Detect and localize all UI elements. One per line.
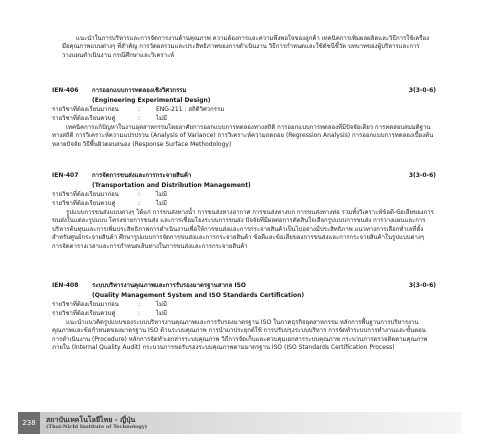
- prerequisite-value: ไม่มี: [156, 301, 167, 308]
- corequisite-row: [52, 114, 436, 123]
- course-title-th: ระบบบริหารงานคุณภาพและการรับรองมาตรฐานสากล ISO: [92, 282, 246, 289]
- colon: :: [138, 115, 141, 122]
- corequisite-label: รายวิชาที่ต้องเรียนควบคู่: [52, 115, 116, 122]
- corequisite-value: ไม่มี: [156, 310, 167, 317]
- course-credits: 3(3-0-6): [408, 87, 436, 94]
- corequisite-value: ไม่มี: [156, 200, 167, 207]
- colon: :: [138, 191, 141, 198]
- course-title-th: การออกแบบการทดลองเชิงวิศวกรรม: [92, 87, 187, 94]
- colon: :: [138, 200, 141, 207]
- course-description: รูปแบบการขนส่งแบบต่างๆ ได้แก่ การขนส่งทางน้ำ การขนส่งทางอากาศ การขนส่งทางบก การขนส่งทางท่อ รวมทั้งวิเคราะห์ข้อดี-ข้อเสียของการขนส่งในแต่ละรูปแบบ โครงข่ายการขนส่ง และการเชื่อมโยงระบบการขนส่ง ปัจจัยที่มีผลต่อการตัดสินใจเลือกรูปแบบการขนส่ง การวางแผนและการบริหารต้นทุนและการเพิ่มประสิทธิภาพการดำเนินงานเพื่อให้การขนส่งและการกระจายสินค้าเป็นไปอย่างมีประสิทธิภาพ แนวทางการเลือกทำเลที่ตั้งสำหรับศูนย์กระจายสินค้า ศึกษารูปแบบการจัดการขนส่งและการกระจายสินค้า ข้อดีและข้อเสียของการขนส่งและการกระจายสินค้าในรูปแบบต่างๆ การจัดตารางเวลาและการกำหนดเส้นทางในการขนส่งและการกระจายสินค้า: [52, 209, 434, 250]
- course-block: [52, 281, 436, 353]
- prerequisite-row: [52, 190, 436, 199]
- course-code: IEN-407: [52, 172, 79, 179]
- prerequisite-label: รายวิชาที่ต้องเรียนมาก่อน: [52, 106, 119, 113]
- colon: :: [138, 310, 141, 317]
- course-description: เทคนิคการแก้ปัญหาในงานอุตสาหกรรมโดยอาศัยการออกแบบการทดลองทางสถิติ การออกแบบการทดลองที่มีปัจจัยเดียว การทดสอบสมมติฐานทางสถิติ การวิเคราะห์ความแปรปรวน (Analysis of Variance) การวิเคราะห์ความถดถอย (Regression Analysis) การออกแบบการทดลองเบื้องต้นหลายปัจจัย วิธีพื้นผิวตอบสนอง (Response Surface Methodology): [52, 124, 434, 148]
- prerequisite-value: ไม่มี: [156, 191, 167, 198]
- page-footer: [18, 412, 462, 434]
- course-description: แนะนำแนวคิดรูปแบบของระบบบริหารงานคุณภาพและการรับรองมาตรฐาน ISO ในภาคธุรกิจอุตสาหกรรม หลักการพื้นฐานการบริหารงานคุณภาพและข้อกำหนดของมาตรฐาน ISO ด้านระบบคุณภาพ การนำมาประยุกต์ใช้ การปรับปรุงระบบบริหาร การจัดทำระบบการทำงานและขั้นตอนการดำเนินงาน (Procedure) หลักการจัดทำเอกสารระบบคุณภาพ วิธีการจัดเก็บและควบคุมเอกสารระบบคุณภาพ กระบวนการตรวจติดตามคุณภาพภายใน (Internal Quality Audit) กระบวนการขอรับรองระบบคุณภาพตามมาตรฐาน ISO (ISO Standards Certification Process): [52, 319, 428, 352]
- course-credits: 3(3-0-6): [408, 282, 436, 289]
- page-number: 238: [18, 412, 40, 434]
- corequisite-label: รายวิชาที่ต้องเรียนควบคู่: [52, 310, 116, 317]
- course-credits: 3(3-0-6): [408, 172, 436, 179]
- prerequisite-row: [52, 105, 436, 114]
- prerequisite-row: [52, 300, 436, 309]
- course-header: [52, 281, 436, 291]
- course-header: [52, 86, 436, 96]
- prerequisite-value: ENG-211 : สถิติวิศวกรรม: [156, 106, 225, 113]
- course-title-en: (Engineering Experimental Design): [92, 97, 211, 104]
- colon: :: [138, 301, 141, 308]
- corequisite-label: รายวิชาที่ต้องเรียนควบคู่: [52, 200, 116, 207]
- intro-paragraph: แนะนำในการบริหารและการจัดการงานด้านคุณภาพ ความต้องการและความพึงพอใจของลูกค้า เทคนิคการเพิ่มผลผลิตและวิธีการใช้เครื่องมือคุณภาพแบบต่างๆ ที่สำคัญ การวัดผลรวมและประสิทธิภาพของการดำเนินงาน วิธีการกำหนดและใช้ดัชนีชี้วัด บทบาทของผู้บริหารและการวางแผนดำเนินงาน กรณีศึกษาและวิเคราะห์: [62, 35, 430, 59]
- prerequisite-label: รายวิชาที่ต้องเรียนมาก่อน: [52, 301, 119, 308]
- course-block: [52, 171, 436, 251]
- course-header: [52, 171, 436, 181]
- course-title-en: (Transportation and Distribution Management): [92, 182, 251, 189]
- prerequisite-label: รายวิชาที่ต้องเรียนมาก่อน: [52, 191, 119, 198]
- colon: :: [138, 106, 141, 113]
- institute-name-en: (Thai-Nichi Institute of Technology): [46, 424, 148, 430]
- corequisite-value: ไม่มี: [156, 115, 167, 122]
- course-code: IEN-408: [52, 282, 79, 289]
- course-title-th: การจัดการขนส่งและการกระจายสินค้า: [92, 172, 192, 179]
- course-block: [52, 86, 436, 149]
- course-title-en: (Quality Management System and ISO Standards Certification): [92, 292, 305, 299]
- corequisite-row: [52, 309, 436, 318]
- institute-name-th: สถาบันเทคโนโลยีไทย - ญี่ปุ่น: [46, 415, 136, 424]
- corequisite-row: [52, 199, 436, 208]
- course-code: IEN-406: [52, 87, 79, 94]
